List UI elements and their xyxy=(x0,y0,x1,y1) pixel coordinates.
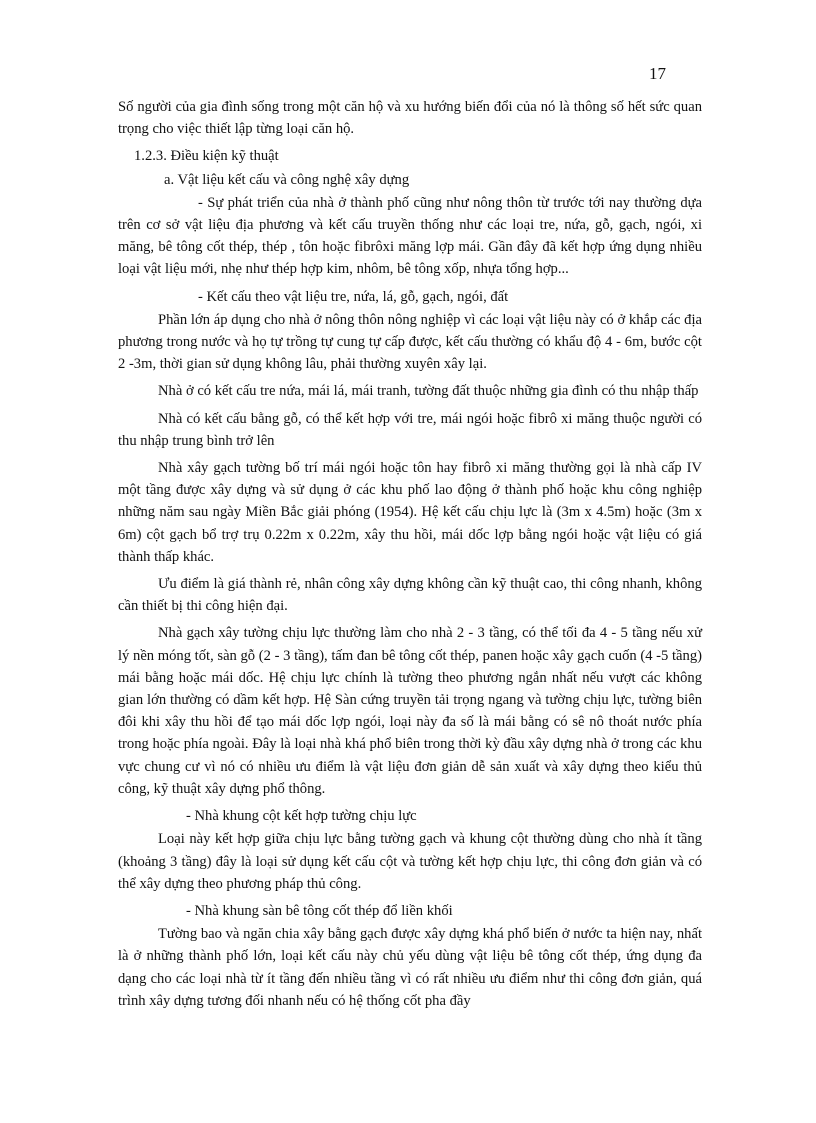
paragraph-development-text: - Sự phát triển của nhà ở thành phố cũng như nông thôn từ trước tới nay thường dựa trên cơ sở vật liệu địa phương và kết cấu truyền thống như các loại tre, nứa, gỗ, gạch, ngói, xi măng, bê tông cốt thép, thép , tôn hoặc fibrôxi măng lợp mái. Gần đây đã kết hợp ứng dụng nhiều loại vật liệu mới, nhẹ như thép hợp kim, nhôm, bê tông xốp, nhựa tổng hợp... xyxy=(118,194,702,278)
paragraph-brick-level4: Nhà xây gạch tường bố trí mái ngói hoặc tôn hay fibrô xi măng thường gọi là nhà cấp IV một tầng được xây dựng và sử dụng ở các khu phố lao động ở thành phố hoặc khu công nghiệp những năm sau ngày Miền Bắc giải phóng (1954). Hệ kết cấu chịu lực là (3m x 4.5m) hoặc (3m x 6m) cột gạch bổ trợ trụ 0.22m x 0.22m, xây thu hồi, mái dốc lợp bằng ngói hoặc vật liệu có giá thành thấp khác. xyxy=(118,460,702,565)
section-heading-technical-conditions: 1.2.3. Điều kiện kỹ thuật xyxy=(134,148,279,165)
heading-frame-with-walls: - Nhà khung cột kết hợp tường chịu lực xyxy=(186,808,417,825)
paragraph-development xyxy=(118,192,702,281)
paragraph-rural-housing: Phần lớn áp dụng cho nhà ở nông thôn nông nghiệp vì các loại vật liệu này có ở khắp các địa phương trong nước và họ tự trồng tự cung tự cấp được, kết cấu thường có khẩu độ 4 - 6m, bước cột 2 -3m, thời gian sử dụng không lâu, phải thường xuyên xây lại. xyxy=(118,311,702,373)
paragraph-wood-structure: Nhà có kết cấu bằng gỗ, có thể kết hợp với tre, mái ngói hoặc fibrô xi măng thuộc người có thu nhập trung bình trở lên xyxy=(118,410,702,449)
subsection-heading-materials: a. Vật liệu kết cấu và công nghệ xây dựng xyxy=(164,171,410,188)
paragraph-advantages: Ưu điểm là giá thành rẻ, nhân công xây dựng không cần kỹ thuật cao, thi công nhanh, không cần thiết bị thi công hiện đại. xyxy=(118,576,702,615)
paragraph-low-income: Nhà ở có kết cấu tre nứa, mái lá, mái tranh, tường đất thuộc những gia đình có thu nhập thấp xyxy=(158,383,699,400)
paragraph-monolithic-concrete: Tường bao và ngăn chia xây bằng gạch được xây dựng khá phổ biến ở nước ta hiện nay, nhất là ở những thành phố lớn, loại kết cấu này chủ yếu dùng vật liệu bê tông cốt thép, ứng dụng đa dạng cho các loại nhà từ ít tầng đến nhiều tầng vì có rất nhiều ưu điểm như thi công đơn giản, quá trình xây dựng tương đối nhanh nếu có hệ thống cốt pha đầy xyxy=(118,926,702,1009)
paragraph-household-size: Số người của gia đình sống trong một căn hộ và xu hướng biến đổi của nó là thông số hết sức quan trọng cho việc thiết lập từng loại căn hộ. xyxy=(118,99,702,138)
page-content xyxy=(118,96,702,1017)
heading-monolithic-concrete: - Nhà khung sàn bê tông cốt thép đổ liền khối xyxy=(186,902,453,919)
paragraph-load-bearing-walls: Nhà gạch xây tường chịu lực thường làm cho nhà 2 - 3 tầng, có thể tối đa 4 - 5 tầng nếu xử lý nền móng tốt, sàn gỗ (2 - 3 tầng), tấm đan bê tông cốt thép, panen hoặc xây gạch cuốn (4 -5 tầng) mái bằng hoặc mái dốc. Hệ chịu lực chính là tường theo phương ngắn nhất nếu vượt các không gian lớn thường có dầm kết hợp. Hệ Sàn cứng truyền tải trọng ngang và tường chịu lực, tường biên đôi khi xây thu hồi để tạo mái dốc lợp ngói, loại này đa số là mái bằng có sê nô thoát nước phía trong hoặc phía ngoài. Đây là loại nhà khá phổ biên trong thời kỳ đầu xây dựng nhà ở trong các khu vực chung cư vì nó có nhiều ưu điểm là vật liệu đơn giản dễ sản xuất và xây dựng theo kiểu thủ công, kỹ thuật xây dựng phổ thông. xyxy=(118,625,702,797)
heading-traditional-structures: - Kết cấu theo vật liệu tre, nứa, lá, gỗ, gạch, ngói, đất xyxy=(198,288,509,305)
paragraph-frame-with-walls: Loại này kết hợp giữa chịu lực bằng tường gạch và khung cột thường dùng cho nhà ít tầng (khoảng 3 tầng) đây là loại sử dụng kết cấu cột và tường kết hợp chịu lực, thi công đơn giản và có thể xây dựng theo phương pháp thủ công. xyxy=(118,831,702,892)
page-number: 17 xyxy=(649,64,666,83)
